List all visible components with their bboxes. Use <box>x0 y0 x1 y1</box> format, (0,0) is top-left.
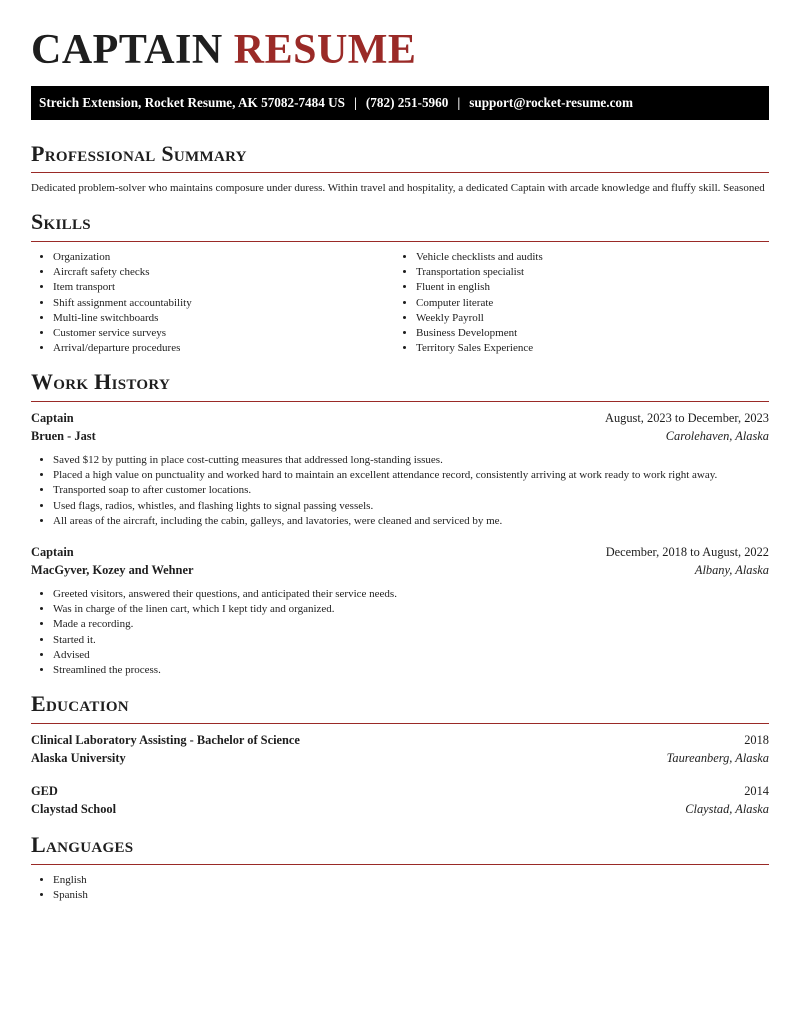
job-bullet: • Greeted visitors, answered their questions, and anticipated their service needs. <box>53 587 791 602</box>
section-divider <box>31 172 769 173</box>
skill-item: • Shift assignment accountability <box>53 296 393 311</box>
job-subheader <box>31 429 769 444</box>
title-last-word: RESUME <box>233 27 417 73</box>
job-role: Captain <box>31 545 74 559</box>
skills-list-left <box>31 250 393 356</box>
job-bullet: • Transported soap to after customer locations. <box>53 483 791 498</box>
skill-item: • Organization <box>53 250 393 265</box>
education-school: Claystad School <box>31 802 117 816</box>
education-subheader <box>31 751 769 766</box>
job-company: MacGyver, Kozey and Wehner <box>31 563 194 577</box>
skills-list-right <box>394 250 776 356</box>
contact-bar <box>31 86 769 120</box>
skill-item: • Business Development <box>416 326 776 341</box>
summary-text: Dedicated problem-solver who maintains composure under duress. Within travel and hospitality, a dedicated Captain with arcade knowledge and fluffy skill. Seasoned <box>31 182 765 194</box>
job-bullet: • Started it. <box>53 633 791 648</box>
job-bullet: • Streamlined the process. <box>53 663 791 678</box>
job-subheader <box>31 563 769 578</box>
skill-item: • Arrival/departure procedures <box>53 341 393 356</box>
section-divider <box>31 723 769 724</box>
job-header <box>31 545 769 560</box>
contact-separator: | <box>354 95 357 110</box>
languages-list <box>31 873 393 903</box>
job-bullet: • Placed a high value on punctuality and worked hard to maintain an excellent attendance record, consistently arriving at work ready to work right away. <box>53 468 791 483</box>
education-subheader <box>31 802 769 817</box>
job-dates: August, 2023 to December, 2023 <box>605 411 769 425</box>
job-bullet: • All areas of the aircraft, including the cabin, galleys, and lavatories, were cleaned and serviced by me. <box>53 514 791 529</box>
job-bullet: • Made a recording. <box>53 617 791 632</box>
section-divider <box>31 401 769 402</box>
job-role: Captain <box>31 411 74 425</box>
skill-item: • Fluent in english <box>416 280 776 295</box>
contact-address: Streich Extension, Rocket Resume, AK 57082-7484 US <box>39 95 345 110</box>
education-header <box>31 733 769 748</box>
education-degree: Clinical Laboratory Assisting - Bachelor of Science <box>31 733 300 747</box>
job-location: Albany, Alaska <box>694 563 769 577</box>
job-bullet: • Was in charge of the linen cart, which I kept tidy and organized. <box>53 602 791 617</box>
job-bullets <box>31 453 791 529</box>
contact-separator: | <box>457 95 461 110</box>
skill-item: • Computer literate <box>416 296 776 311</box>
skill-item: • Transportation specialist <box>416 265 776 280</box>
job-bullet: • Saved $12 by putting in place cost-cutting measures that addressed long-standing issues. <box>53 453 791 468</box>
work-history-heading: Work History <box>31 369 171 394</box>
title-first-word: CAPTAIN <box>31 27 223 73</box>
skill-item: • Vehicle checklists and audits <box>416 250 776 265</box>
summary-heading: Professional Summary <box>31 141 247 166</box>
skill-item: • Item transport <box>53 280 393 295</box>
education-heading: Education <box>31 691 129 716</box>
section-divider <box>31 241 769 242</box>
job-dates: December, 2018 to August, 2022 <box>605 545 769 559</box>
education-degree: GED <box>31 784 58 798</box>
skill-item: • Aircraft safety checks <box>53 265 393 280</box>
language-item: • Spanish <box>53 888 393 903</box>
education-header <box>31 784 769 799</box>
section-divider <box>31 864 769 865</box>
skill-item: • Territory Sales Experience <box>416 341 776 356</box>
skill-item: • Customer service surveys <box>53 326 393 341</box>
education-year: 2018 <box>744 733 769 747</box>
job-header <box>31 411 769 426</box>
job-location: Carolehaven, Alaska <box>665 429 769 443</box>
skills-heading: Skills <box>31 209 91 234</box>
languages-heading: Languages <box>31 832 134 857</box>
job-bullets <box>31 587 791 678</box>
education-location: Claystad, Alaska <box>685 802 769 816</box>
skill-item: • Multi-line switchboards <box>53 311 393 326</box>
resume-title <box>31 26 416 74</box>
job-company: Bruen - Jast <box>31 429 96 443</box>
education-year: 2014 <box>744 784 769 798</box>
contact-email[interactable]: support@rocket-resume.com <box>469 95 634 110</box>
skill-item: • Weekly Payroll <box>416 311 776 326</box>
language-item: • English <box>53 873 393 888</box>
job-bullet: • Used flags, radios, whistles, and flashing lights to signal passing vessels. <box>53 499 791 514</box>
education-school: Alaska University <box>31 751 126 765</box>
education-location: Taureanberg, Alaska <box>666 751 769 765</box>
job-bullet: • Advised <box>53 648 791 663</box>
contact-phone: (782) 251-5960 <box>365 95 449 110</box>
